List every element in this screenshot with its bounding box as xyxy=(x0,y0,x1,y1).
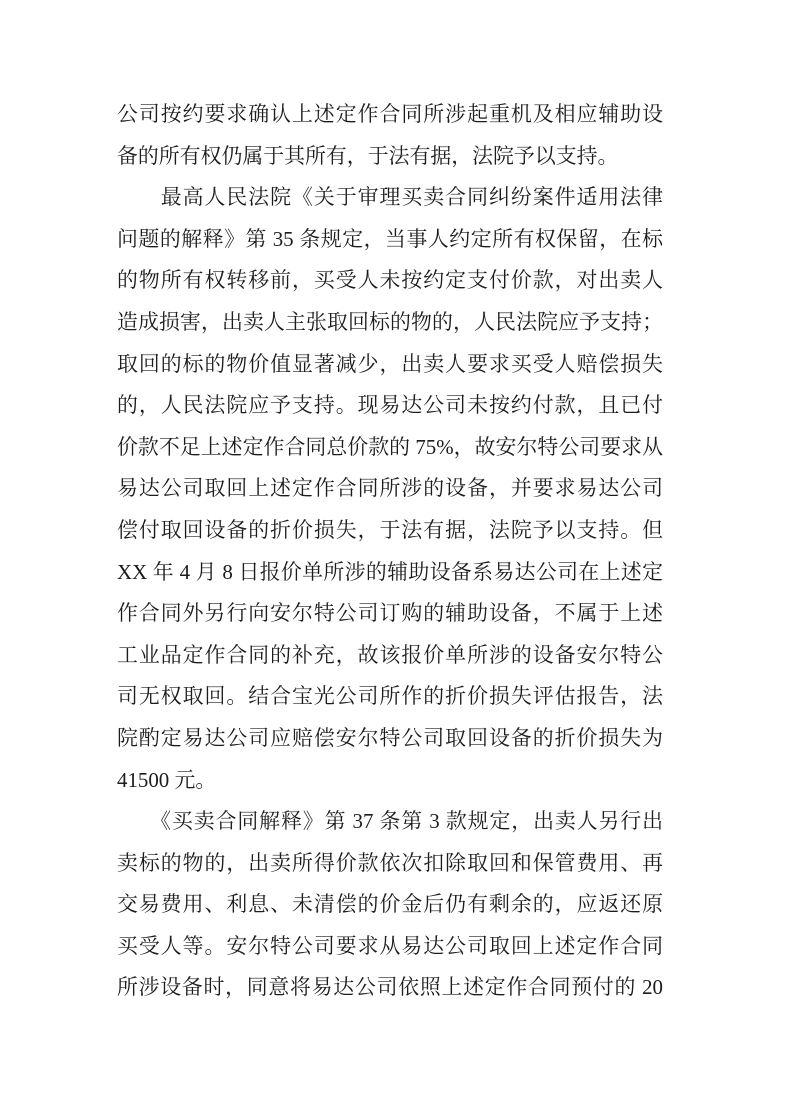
text-line: 作合同外另行向安尔特公司订购的辅助设备，不属于上述 xyxy=(117,601,663,626)
text-line: 买受人等。安尔特公司要求从易达公司取回上述定作合同 xyxy=(117,933,663,958)
text-line: 交易费用、利息、未清偿的价金后仍有剩余的，应返还原 xyxy=(117,892,663,917)
text-line: 偿付取回设备的折价损失，于法有据，法院予以支持。但 xyxy=(117,517,663,542)
text-line: 所涉设备时，同意将易达公司依照上述定作合同预付的 20 xyxy=(117,975,663,1000)
text-line: 的物所有权转移前，买受人未按约定支付价款，对出卖人 xyxy=(117,268,663,293)
text-line: 公司按约要求确认上述定作合同所涉起重机及相应辅助设 xyxy=(117,102,663,126)
document-body xyxy=(117,94,663,1009)
text-line: 的，人民法院应予支持。现易达公司未按约付款，且已付 xyxy=(117,393,663,418)
text-line: 造成损害，出卖人主张取回标的物的，人民法院应予支持； xyxy=(117,309,663,334)
text-line: 《买卖合同解释》第 37 条第 3 款规定，出卖人另行出 xyxy=(117,809,663,834)
text-line: 卖标的物的，出卖所得价款依次扣除取回和保管费用、再 xyxy=(117,850,663,875)
text-line: 价款不足上述定作合同总价款的 75%，故安尔特公司要求从 xyxy=(117,434,663,459)
text-line: 易达公司取回上述定作合同所涉的设备，并要求易达公司 xyxy=(117,476,663,501)
paragraph xyxy=(117,94,663,177)
paragraph xyxy=(117,177,663,801)
text-line: 最高人民法院《关于审理买卖合同纠纷案件适用法律 xyxy=(117,185,663,210)
text-line: 备的所有权仍属于其所有，于法有据，法院予以支持。 xyxy=(117,143,619,168)
text-line: 院酌定易达公司应赔偿安尔特公司取回设备的折价损失为 xyxy=(117,725,663,750)
text-line: 司无权取回。结合宝光公司所作的折价损失评估报告，法 xyxy=(117,684,663,709)
text-line: 问题的解释》第 35 条规定，当事人约定所有权保留，在标 xyxy=(117,226,663,251)
text-line: 41500 元。 xyxy=(117,767,217,792)
text-line: XX 年 4 月 8 日报价单所涉的辅助设备系易达公司在上述定 xyxy=(117,559,663,584)
paragraph xyxy=(117,801,663,1009)
text-line: 取回的标的物价值显著减少，出卖人要求买受人赔偿损失 xyxy=(117,351,663,376)
text-line: 工业品定作合同的补充，故该报价单所涉的设备安尔特公 xyxy=(117,642,663,667)
